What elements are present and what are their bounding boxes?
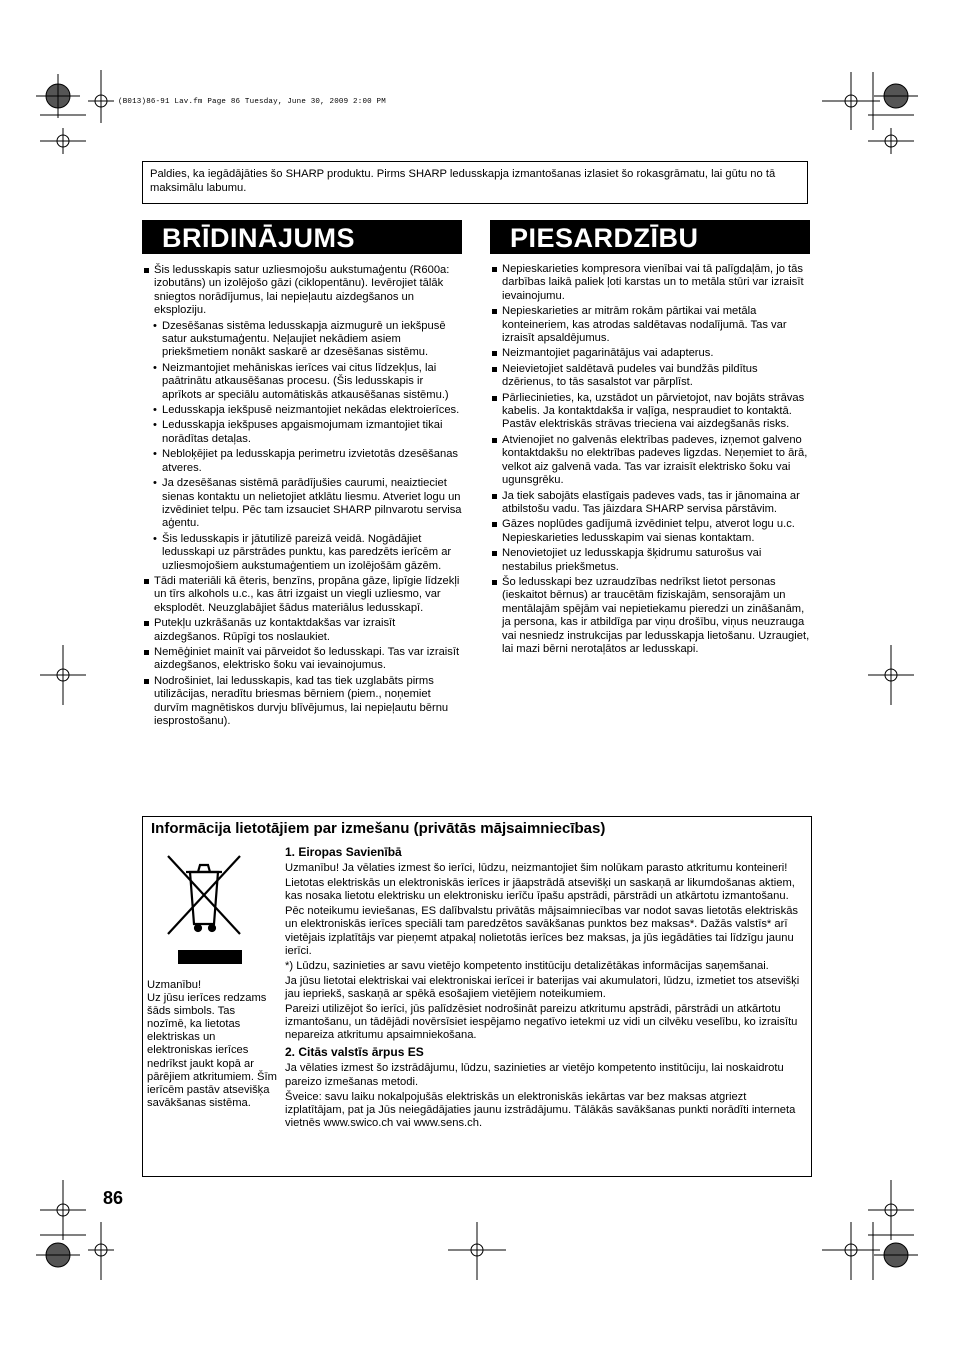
note-text: Uz jūsu ierīces redzams šāds simbols. Tas nozīmē, ka lietotas elektriskas un elektroniskas ierīces nedrīkst jaukt kopā ar pārējiem atkritumiem. Šīm ierīcēm pastāv atsevišķa savākšanas sistēma. xyxy=(147,992,277,1109)
section2-paragraph: Ja vēlaties izmest šo izstrādājumu, lūdzu, sazinieties ar vietējo kompetento institūciju, lai noskaidrotu pareizo izmešanas metodi. xyxy=(285,1062,784,1088)
caution-item: Nepieskarieties kompresora vienībai vai tā palīgdaļām, jo tās darbības laikā paliek ļoti karstas un to metāla stūri var izraisīt ievainojumu. xyxy=(492,263,810,303)
disposal-title: Informācija lietotājiem par izmešanu (privātās mājsaimniecības) xyxy=(151,820,606,837)
page-number: 86 xyxy=(103,1188,124,1208)
warning-item: Nemēģiniet mainīt vai pārveidot šo ledusskapi. Tas var izraisīt aizdegšanos, elektrisko šoku vai ievainojumus. xyxy=(144,646,462,673)
section1-paragraph: Ja jūsu lietotai elektriskai vai elektroniskai ierīcei ir baterijas vai akumulatori, lūdzu, izmetiet tos atsevišķi jau iepriekš, saskaņā ar spēkā esošajiem vietējiem noteikumiem. xyxy=(285,974,800,1000)
caution-item: Atvienojiet no galvenās elektrības padeves, izņemot galveno kontaktdakšu no elektrības padeves ligzdas. Neņemiet to ārā, velkot aiz galvenā vada. Tas var izraisīt elektrisko šoku vai ugunsgrēku. xyxy=(492,434,810,488)
section1-paragraph: Pareizi utilizējot šo ierīci, jūs palīdzēsiet nodrošināt pareizu atkritumu apstrādi, pārstrādi un atkārtotu izmantošanu, un tādējādi novērsīsiet iespējamo negatīvo ietekmi uz vidi un cilvēku veselību, ko izraisītu nepareiza atkritumu apsaimniekošana. xyxy=(285,1003,798,1042)
caution-item: Pārliecinieties, ka, uzstādot un pārvietojot, nav bojāts strāvas kabelis. Ja kontaktdakša ir vaļīga, nespraudiet to kontaktā. Pastāv elektriskās strāvas trieciena vai aizdegšanās risks. xyxy=(492,392,810,432)
crossed-bin-icon xyxy=(160,850,250,968)
caution-column xyxy=(492,263,810,658)
section1-paragraph: Pēc noteikumu ieviešanas, ES dalībvalstu privātās mājsaimniecības var nodot savas lietotās elektriskās un elektroniskās ierīces speciāli tam paredzētos savākšanas punktos bez maksas*. Dažās valstīs* arī vietējais izplatītājs var pieņemt atpakaļ nolietotās ierīces bez maksas, ja jūs iegādāties tai līdzīgu jaunu ierīci. xyxy=(285,905,799,957)
caution-item: Šo ledusskapi bez uzraudzības nedrīkst lietot personas (ieskaitot bērnus) ar traucētām fiziskajām, sensorajām un mentālajām spējām vai nepietiekamu pieredzi un zināšanām, ja persona, kas ir atbildīga par viņu drošību, viņus neuzrauga vai nesniedz instrukcijas par ledusskapja lietošanu. Uzraugiet, lai mazi bērni nerotaļātos ar ledusskapi. xyxy=(492,576,810,656)
warning-item: Šis ledusskapis satur uzliesmojošu aukstumaģentu (R600a: izobutāns) un izolējošo gāzi (ciklopentānu). Ievērojiet tālāk sniegtos norādījumus, lai nepieļautu aizdegšanos un eksploziju. xyxy=(144,264,462,318)
caution-item: Gāzes noplūdes gadījumā izvēdiniet telpu, atverot logu u.c. Nepieskarieties ledusskapim vai sienas kontaktam. xyxy=(492,518,810,545)
warning-subitem: • Šis ledusskapis ir jātutilizē pareizā veidā. Nogādājiet ledusskapi uz pārstrādes punktu, kas paredzēts ierīcēm ar uzliesmojošiem aukstumaģentiem un izolējošām gāzēm. xyxy=(144,533,462,573)
caution-item: Neizmantojiet pagarinātājus vai adapterus. xyxy=(492,347,810,360)
section1-paragraph: Uzmanību! Ja vēlaties izmest šo ierīci, lūdzu, neizmantojiet šim nolūkam parasto atkritumu konteineri! xyxy=(285,862,788,875)
warning-subitem: • Ledusskapja iekšpusē neizmantojiet nekādas elektroierīces. xyxy=(144,404,462,417)
warning-subitem: • Ja dzesēšanas sistēmā parādījušies caurumi, neaiztieciet sienas kontaktu un nelietojiet atklātu liesmu. Atveriet logu un izvēdiniet telpu. Pēc tam izsauciet SHARP pilnvarotu servisa aģentu. xyxy=(144,477,462,531)
warning-subitem: • Ledusskapja iekšpuses apgaismojumam izmantojiet tikai norādītas detaļas. xyxy=(144,419,462,446)
warning-item: Tādi materiāli kā ēteris, benzīns, propāna gāze, lipīgie līdzekļi un tīrs alkohols u.c., kas ātri izgaist un viegli uzliesmo, var eksplodēt. Neuzglabājiet šādus materiālus ledusskapī. xyxy=(144,575,462,615)
caution-item: Neievietojiet saldētavā pudeles vai bundžās pildītus dzērienus, to tās sasalstot var pārplīst. xyxy=(492,363,810,390)
section1-paragraph: Lietotas elektriskās un elektroniskās ierīces ir jāapstrādā atsevišķi un saskaņā ar likumdošanas aktiem, kas nosaka lietotu elektrisku un elektronisku ierīču īpašu apstrādi, pārstrādi un atkārtotu izmantošanu. xyxy=(285,877,795,903)
warning-column xyxy=(144,264,462,730)
intro-text: Paldies, ka iegādājāties šo SHARP produktu. Pirms SHARP ledusskapja izmantošanas izlasiet šo rokasgrāmatu, lai gūtu no tā maksimālu labumu. xyxy=(150,168,776,194)
warning-subitem: • Nebloķējiet pa ledusskapja perimetru izvietotās dzesēšanas atveres. xyxy=(144,448,462,475)
note-label: Uzmanību! xyxy=(147,979,202,991)
caution-item: Ja tiek sabojāts elastīgais padeves vads, tas ir jānomaina ar atbilstošu vadu. Tas jāizdara SHARP servisa pārstāvim. xyxy=(492,490,810,517)
file-info-header: (B013)86-91 Lav.fm Page 86 Tuesday, June 30, 2009 2:00 PM xyxy=(118,98,386,106)
warning-subitem: • Neizmantojiet mehāniskas ierīces vai citus līdzekļus, lai paātrinātu atkausēšanas procesu. (Šis ledusskapis ir aprīkots ar speciālu automātiskās atkausēšanas sistēmu.) xyxy=(144,362,462,402)
caution-item: Nenovietojiet uz ledusskapja šķidrumu saturošus vai nestabilus priekšmetus. xyxy=(492,547,810,574)
warning-item: Putekļu uzkrāšanās uz kontaktdakšas var izraisīt aizdegšanos. Rūpīgi tos noslaukiet. xyxy=(144,617,462,644)
section1-paragraph: *) Lūdzu, sazinieties ar savu vietējo kompetento institūciju detalizētākas informācijas saņemšanai. xyxy=(285,959,769,972)
disposal-text xyxy=(285,846,805,1132)
section2-title: 2. Citās valstīs ārpus ES xyxy=(285,1045,424,1060)
warning-banner: BRĪDINĀJUMS xyxy=(142,220,462,254)
intro-box xyxy=(142,161,808,204)
warning-subitem: • Dzesēšanas sistēma ledusskapja aizmugurē un iekšpusē satur aukstumaģentu. Neļaujiet nekādiem asiem priekšmetiem nonākt saskarē ar dzesēšanas sistēmu. xyxy=(144,320,462,360)
caution-item: Nepieskarieties ar mitrām rokām pārtikai vai metāla konteineriem, kas atrodas saldētavas nodalījumā. Tas var izraisīt apsaldējumus. xyxy=(492,305,810,345)
warning-item: Nodrošiniet, lai ledusskapis, kad tas tiek uzglabāts pirms utilizācijas, neradītu briesmas bērniem (piem., noņemiet durvīm magnētiskos durvju blīvējumus, lai nepieļautu bērnu iesprostošanu). xyxy=(144,675,462,729)
caution-banner: PIESARDZĪBU xyxy=(490,220,810,254)
section1-title: 1. Eiropas Savienībā xyxy=(285,845,402,859)
disposal-note xyxy=(147,979,277,1110)
section2-paragraph: Šveice: savu laiku nokalpojušās elektriskās un elektroniskās iekārtas var bez maksas atgriezt izplatītājam, pat ja Jūs neiegādājaties jaunu izstrādājumu. Tālākās savākšanas punkti norādīti interneta vietnēs www.swico.ch vai www.sens.ch. xyxy=(285,1090,796,1129)
